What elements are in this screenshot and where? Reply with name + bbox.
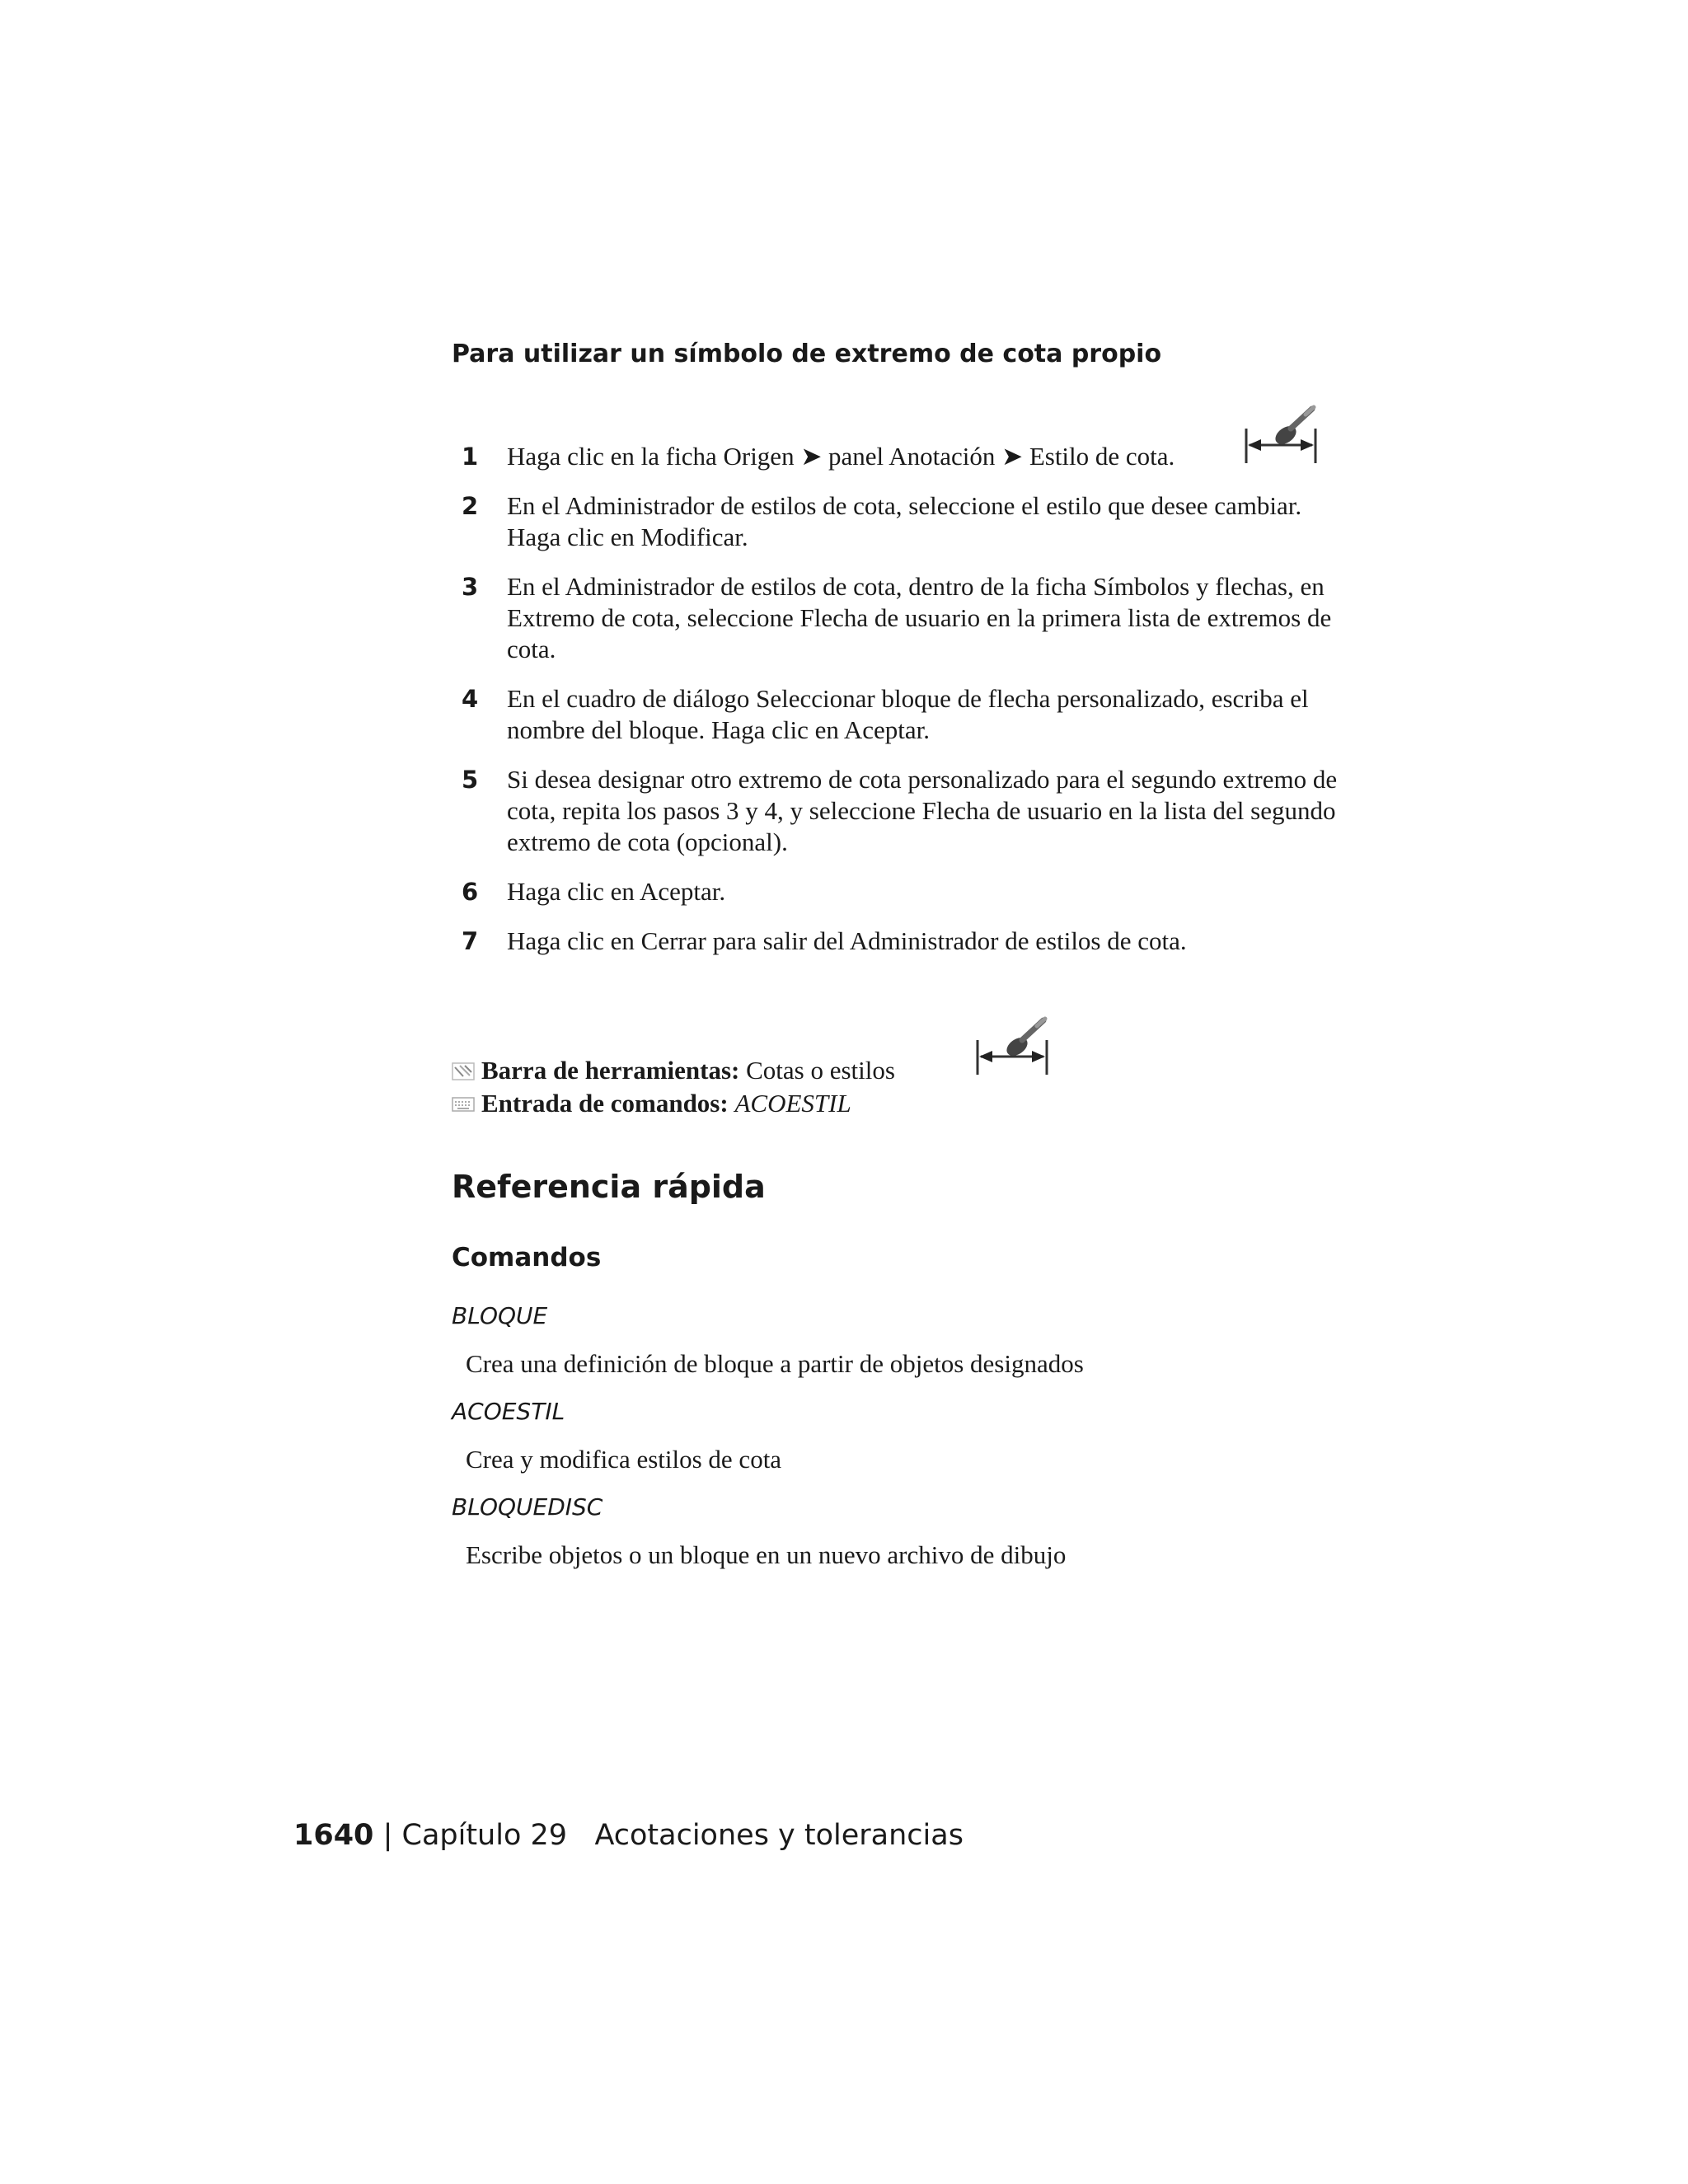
step-4 [462,683,1352,746]
command-name: BLOQUEDISC [452,1493,603,1521]
step-3 [462,571,1352,665]
chapter-title: Acotaciones y tolerancias [594,1819,964,1852]
step-5 [462,764,1352,858]
steps-list [462,441,1352,975]
footer-separator: | [382,1819,393,1852]
step-number: 6 [462,878,479,906]
step-text: Si desea designar otro extremo de cota personalizado para el segundo extremo de cota, repita los pasos 3 y 4, y seleccione Flecha de usuario en la lista del segundo extremo de cota (opcional). [507,765,1338,856]
toolbar-label: Barra de herramientas: [481,1056,740,1085]
commands-heading: Comandos [452,1243,602,1272]
step-number: 2 [462,492,479,520]
step-7 [462,926,1352,957]
command-name: BLOQUE [452,1302,548,1329]
step-text: Haga clic en Aceptar. [507,877,726,906]
command-value: ACOESTIL [734,1089,851,1118]
step-number: 4 [462,685,479,713]
chapter-number: Capítulo 29 [401,1819,568,1852]
step-text: Haga clic en la ficha Origen ➤ panel Anotación ➤ Estilo de cota. [507,442,1175,471]
step-2 [462,490,1352,553]
command-name: ACOESTIL [452,1398,565,1425]
step-number: 7 [462,927,479,955]
command-description: Crea y modifica estilos de cota [466,1445,782,1474]
toolbar-value: Cotas o estilos [746,1056,895,1085]
command-line-access [452,1088,851,1119]
procedure-title: Para utilizar un símbolo de extremo de cota propio [452,340,1162,368]
dimension-style-icon [974,1015,1050,1076]
dimension-style-icon [1243,404,1319,465]
step-text: En el cuadro de diálogo Seleccionar bloque de flecha personalizado, escriba el nombre del bloque. Haga clic en Aceptar. [507,684,1309,744]
toolbar-access [452,1055,895,1086]
page-footer [293,1819,964,1852]
quick-reference-heading: Referencia rápida [452,1169,766,1205]
step-text: En el Administrador de estilos de cota, seleccione el estilo que desee cambiar. Haga clic en Modificar. [507,491,1302,551]
step-number: 5 [462,766,479,794]
command-label: Entrada de comandos: [481,1089,729,1118]
keyboard-icon [452,1095,475,1113]
step-number: 3 [462,573,479,601]
step-number: 1 [462,443,479,471]
command-description: Crea una definición de bloque a partir de objetos designados [466,1349,1084,1378]
page-number: 1640 [293,1819,374,1852]
step-6 [462,876,1352,907]
step-text: En el Administrador de estilos de cota, dentro de la ficha Símbolos y flechas, en Extremo de cota, seleccione Flecha de usuario en la primera lista de extremos de cota. [507,572,1332,663]
toolbar-icon [452,1062,475,1080]
step-1 [462,441,1352,472]
step-text: Haga clic en Cerrar para salir del Administrador de estilos de cota. [507,926,1187,955]
command-description: Escribe objetos o un bloque en un nuevo archivo de dibujo [466,1540,1067,1569]
